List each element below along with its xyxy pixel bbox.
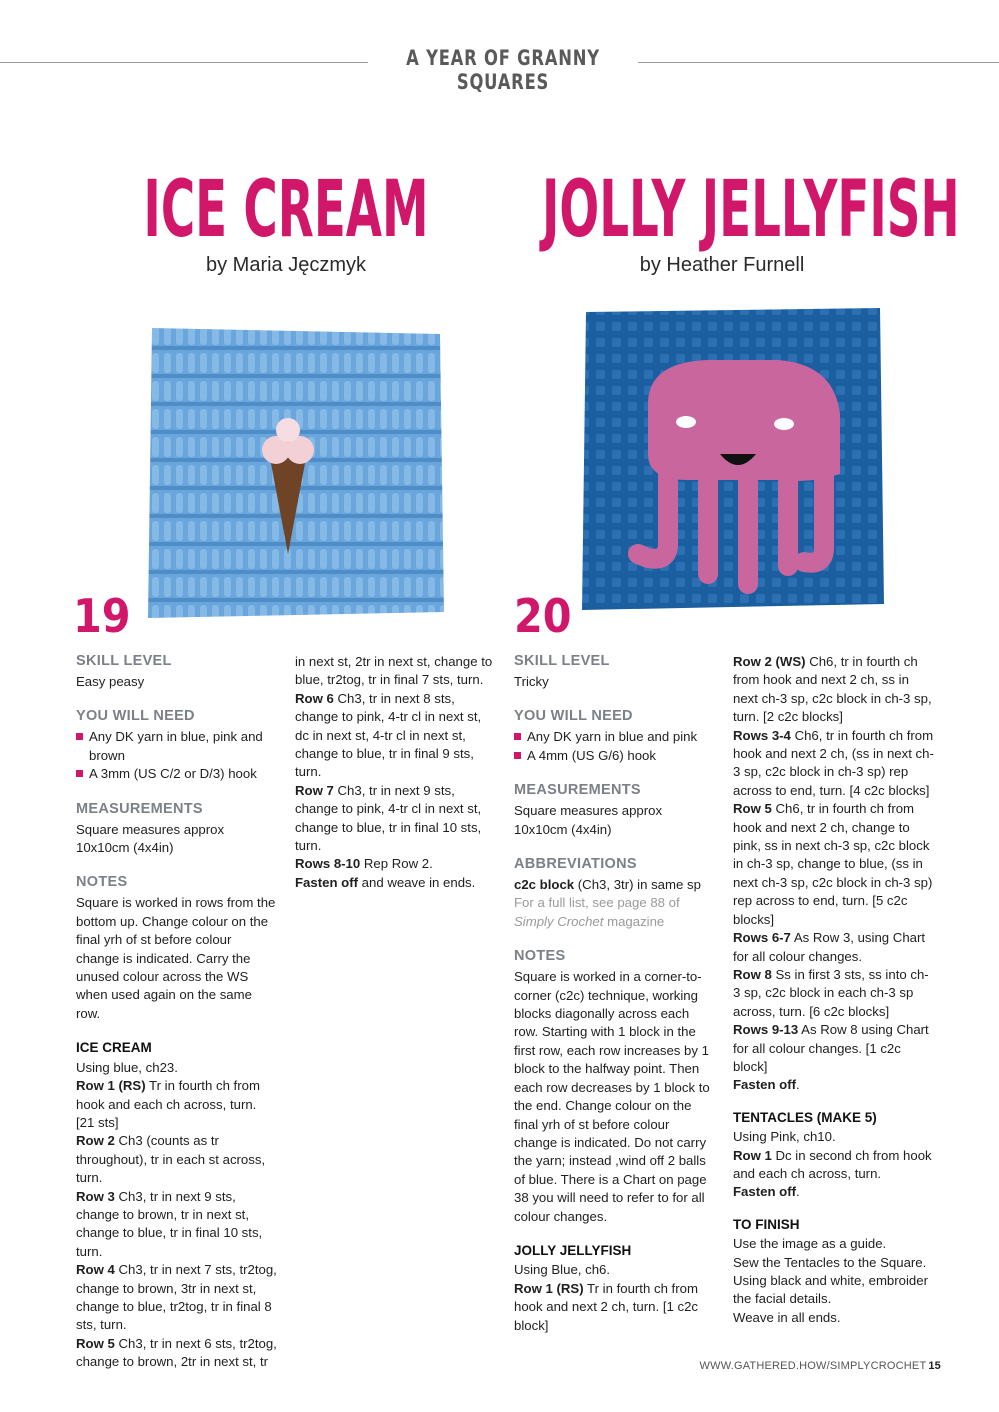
row-instruction: Rows 8-10 Rep Row 2. (295, 856, 433, 872)
row-instruction: Rows 6-7 As Row 3, using Chart for all colour changes. (733, 930, 926, 964)
to-finish-heading: TO FINISH (733, 1216, 800, 1232)
notes-text: Square is worked in rows from the bottom up. Change colour on the final yrh of st before colour change is indicated. Carry the unused colour across the WS when used again on the same row. (76, 895, 276, 1021)
row-instruction: Row 3 Ch3, tr in next 9 sts, change to brown, tr in next st, change to blue, tr in final 10 sts, turn. (76, 1188, 263, 1259)
row-instruction: Row 1 (RS) Tr in fourth ch from hook and next 2 ch, turn. [1 c2c block] (514, 1280, 699, 1333)
ice-cream-col-2 (295, 653, 495, 892)
jellyfish-square-photo (578, 304, 888, 614)
you-will-need-heading: YOU WILL NEED (76, 708, 195, 725)
row-instruction: Fasten off and weave in ends. (295, 874, 476, 890)
skill-level-value: Easy peasy (76, 674, 145, 689)
need-item: A 4mm (US G/6) hook (514, 747, 714, 765)
row-instruction: Row 1 Dc in second ch from hook and each ch across, turn. (733, 1147, 932, 1181)
jellyfish-col-2 (733, 653, 935, 1327)
row-instruction: Rows 9-13 As Row 8 using Chart for all colour changes. [1 c2c block] (733, 1022, 929, 1074)
ice-cream-col-1 (76, 652, 278, 1372)
pattern-20-number: 20 (514, 589, 572, 643)
measurements-value: Square measures approx 10x10cm (4x4in) (514, 803, 663, 837)
row-instruction: Fasten off. (733, 1077, 800, 1093)
pattern-19-byline: by Maria Jęczmyk (205, 254, 367, 276)
row-instruction: Row 1 (RS) Tr in fourth ch from hook and each ch across, turn. [21 sts] (76, 1078, 260, 1130)
notes-heading: NOTES (76, 874, 128, 891)
pattern-19-number: 19 (73, 589, 131, 643)
tentacles-heading: TENTACLES (MAKE 5) (733, 1109, 877, 1125)
pattern-heading: ICE CREAM (76, 1040, 152, 1056)
row-instruction: Rows 3-4 Ch6, tr in fourth ch from hook and next 2 ch, (ss in next ch-3 sp, c2c block in ch-3 sp) rep across to end, turn. [4 c2c blocks] (733, 727, 934, 798)
row-instruction: Row 4 Ch3, tr in next 7 sts, tr2tog, change to brown, 3tr in next st, change to blue, tr2tog, tr in final 8 sts, turn. (76, 1262, 277, 1333)
finish-line: Weave in all ends. (733, 1309, 841, 1325)
abbreviations-heading: ABBREVIATIONS (514, 856, 637, 873)
pattern-19-title: ICE CREAM (143, 165, 429, 255)
page-number: 15 (928, 1360, 941, 1372)
row-instruction: Row 5 Ch3, tr in next 6 sts, tr2tog, change to brown, 2tr in next st, tr (76, 1335, 277, 1370)
row-instruction: Row 2 Ch3 (counts as tr throughout), tr in each st across, turn. (76, 1133, 266, 1186)
abbreviation-entry: c2c block (Ch3, 3tr) in same sp (514, 877, 701, 893)
pattern-20-title: JOLLY JELLYFISH (542, 165, 960, 255)
you-will-need-heading: YOU WILL NEED (514, 708, 633, 725)
header-rule-right (638, 62, 999, 63)
notes-text: Square is worked in a corner-to-corner (c2c) technique, working blocks diagonally across each row. Starting with 1 block in the first row, each row increases by 1 block to the halfway point. Then each row decreases by 1 block to the end. Change colour on the final yrh of st before colour change is indicated. Do not carry the yarn; instead ,wind off 2 balls of blue. There is a Chart on page 38 you will need to refer to for all colour changes. (514, 969, 710, 1224)
need-item: A 3mm (US C/2 or D/3) hook (76, 765, 278, 783)
header-rule-left (0, 62, 368, 63)
measurements-value: Square measures approx 10x10cm (4x4in) (76, 821, 225, 856)
skill-level-value: Tricky (514, 674, 549, 689)
notes-heading: NOTES (514, 948, 566, 965)
ice-cream-square-photo (138, 322, 448, 622)
jellyfish-col-1 (514, 652, 714, 1335)
footer-url[interactable]: WWW.GATHERED.HOW/SIMPLYCROCHET (699, 1360, 927, 1372)
pattern-intro: Using blue, ch23. (76, 1059, 178, 1075)
finish-line: Using black and white, embroider the facial details. (733, 1273, 928, 1307)
row-instruction: Row 5 Ch6, tr in fourth ch from hook and next 2 ch, change to pink, ss in next ch-3 sp, c2c block in ch-3 sp, change to blue, (ss in next ch-3 sp, c2c block in ch-3 sp) rep across to end, turn. [5 c2c blocks] (733, 801, 933, 927)
row-instruction: Fasten off. (733, 1184, 800, 1200)
pattern-intro: Using Blue, ch6. (514, 1262, 611, 1278)
measurements-heading: MEASUREMENTS (514, 782, 641, 799)
row-instruction: Row 2 (WS) Ch6, tr in fourth ch from hook and next 2 ch, ss in next ch-3 sp, c2c block in ch-3 sp, turn. [2 c2c blocks] (733, 654, 932, 725)
row-instruction: Row 7 Ch3, tr in next 9 sts, change to pink, 4-tr cl in next st, change to blue, tr in final 10 sts, turn. (295, 782, 482, 854)
abbreviation-note: For a full list, see page 88 of Simply Crochet magazine (514, 895, 680, 929)
pattern-20-byline: by Heather Furnell (639, 254, 805, 276)
skill-level-heading: SKILL LEVEL (76, 653, 172, 669)
measurements-heading: MEASUREMENTS (76, 800, 203, 817)
page-footer (700, 1360, 941, 1372)
series-title: A YEAR OF GRANNY SQUARES (406, 46, 600, 94)
pattern-heading: JOLLY JELLYFISH (514, 1242, 632, 1258)
skill-level-heading: SKILL LEVEL (514, 653, 610, 669)
need-item: Any DK yarn in blue and pink (514, 728, 714, 746)
finish-line: Sew the Tentacles to the Square. (733, 1254, 927, 1270)
row-instruction: Row 8 Ss in first 3 sts, ss into ch-3 sp, c2c block in each ch-3 sp across, turn. [6 c2c blocks] (733, 966, 929, 1019)
need-item: Any DK yarn in blue, pink and brown (76, 728, 278, 765)
row-instruction: in next st, 2tr in next st, change to blue, tr2tog, tr in final 7 sts, turn. (295, 654, 493, 688)
tentacles-intro: Using Pink, ch10. (733, 1129, 836, 1145)
row-instruction: Row 6 Ch3, tr in next 8 sts, change to pink, 4-tr cl in next st, dc in next st, 4-tr cl in next st, change to blue, tr in final 9 sts, turn. (295, 690, 482, 780)
finish-line: Use the image as a guide. (733, 1236, 887, 1252)
